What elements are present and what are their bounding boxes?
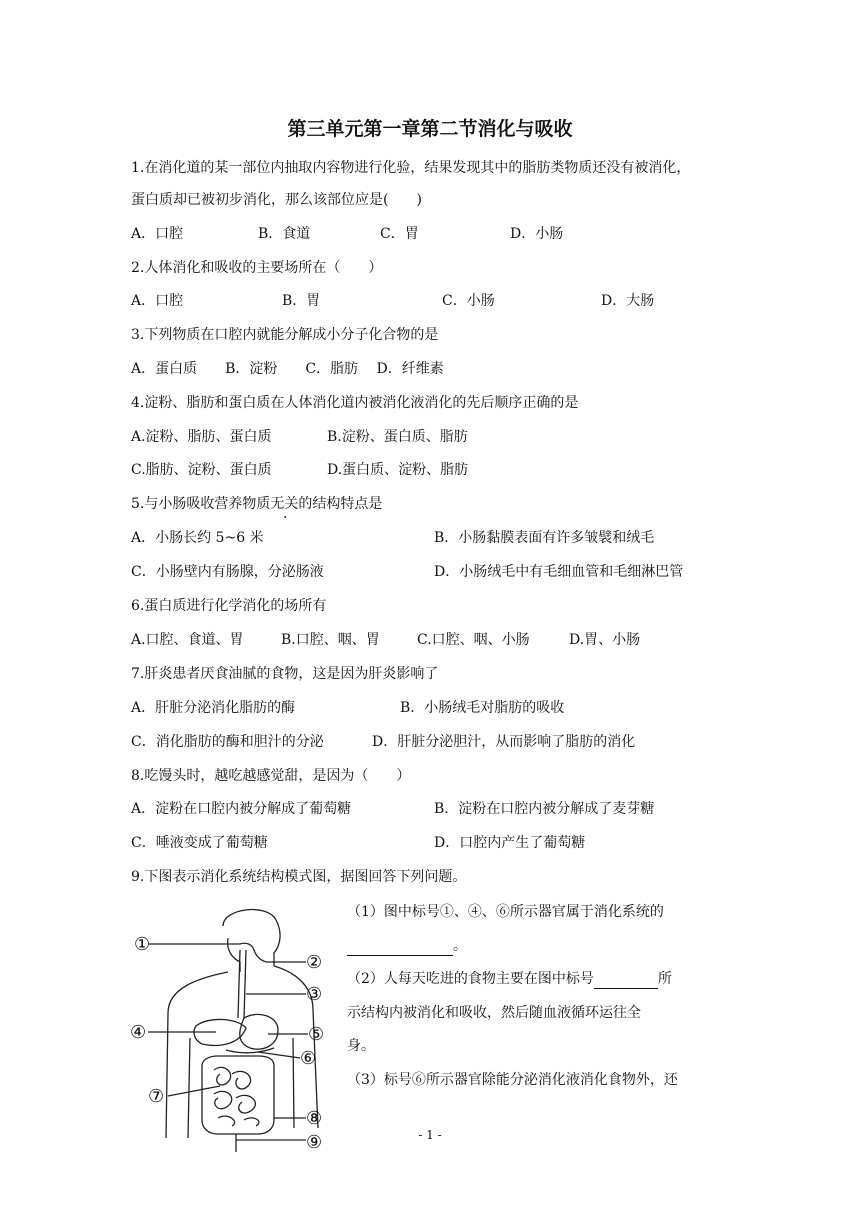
diagram-label-6: ⑥ [300,1048,317,1069]
esophagus [238,950,246,1018]
q1-stem-line2: 蛋白质却已被初步消化，那么该部位应是( ) [131,192,422,208]
q2-option-b: B．胃 [282,293,321,309]
q5-option-a: A．小肠长约 5~6 米 [131,530,264,546]
q9-part2-line1 [347,969,672,989]
q5-stem [131,494,382,514]
q5-option-c: C．小肠壁内有肠腺，分泌肠液 [131,564,324,580]
q6-option-d: D.胃、小肠 [569,632,641,648]
q4-option-c: C.脂肪、淀粉、蛋白质 [131,462,272,478]
q7-stem: 7.肝炎患者厌食油腻的食物，这是因为肝炎影响了 [131,666,439,682]
q4-option-b: B.淀粉、蛋白质、脂肪 [327,429,468,445]
q9-part2-answer-blank[interactable] [594,972,658,989]
q5-stem-pre: 5.与小肠吸收营养物质 [131,496,271,512]
q2-option-a: A．口腔 [131,293,184,309]
q6-option-c: C.口腔、咽、小肠 [417,632,530,648]
diagram-label-8: ⑧ [306,1108,323,1129]
q7-option-d: D．肝脏分泌胆汁，从而影响了脂肪的消化 [372,734,636,750]
diagram-label-2: ② [306,952,323,973]
head-outline [223,910,280,966]
q3-options: A．蛋白质 B．淀粉 C．脂肪 D．纤维素 [131,361,444,377]
q4-option-d: D.蛋白质、淀粉、脂肪 [327,462,469,478]
diagram-label-7: ⑦ [148,1086,165,1107]
stomach [240,1014,278,1049]
q8-option-b: B．淀粉在口腔内被分解成了麦芽糖 [434,801,655,817]
q9-part3-line1: （3）标号⑥所示器官除能分泌消化液消化食物外，还 [347,1072,678,1088]
q8-option-d: D．口腔内产生了葡萄糖 [434,835,586,851]
q1-option-b: B．食道 [258,226,311,242]
q6-stem: 6.蛋白质进行化学消化的场所有 [131,598,327,614]
q9-part2-line2: 示结构内被消化和吸收，然后随血液循环运往全 [347,1005,641,1021]
q9-part1-end: 。 [453,938,467,954]
q5-stem-emphasis: 无关 [270,496,299,512]
q3-stem: 3.下列物质在口腔内就能分解成小分子化合物的是 [131,327,439,343]
neck-outline [228,938,240,972]
q2-option-c: C．小肠 [442,293,495,309]
q8-option-c: C．唾液变成了葡萄糖 [131,835,268,851]
q7-option-c: C．消化脂肪的酶和胆汁的分泌 [131,734,324,750]
torso-outline-right [168,966,318,1128]
q4-stem: 4.淀粉、脂肪和蛋白质在人体消化道内被消化液消化的先后顺序正确的是 [131,395,579,411]
q9-part2-line3: 身。 [347,1038,375,1054]
q1-option-a: A．口腔 [131,226,184,242]
q7-option-a: A．肝脏分泌消化脂肪的酶 [131,700,296,716]
large-intestine [202,1056,274,1134]
q2-stem: 2.人体消化和吸收的主要场所在（ ） [131,260,383,276]
q5-option-b: B．小肠黏膜表面有许多皱襞和绒毛 [434,530,655,546]
q9-part2-text: （2）人每天吃进的食物主要在图中标号 [347,971,594,987]
diagram-label-1: ① [134,934,151,955]
q9-part1-line1: （1）图中标号①、④、⑥所示器官属于消化系统的 [347,904,664,920]
q6-option-b: B.口腔、咽、胃 [281,632,380,648]
q9-part1-answer-blank[interactable] [347,939,453,956]
q9-part2-suffix: 所 [657,971,672,987]
diagram-label-9: ⑨ [306,1132,323,1153]
q9-stem: 9.下图表示消化系统结构模式图，据图回答下列问题。 [131,869,467,885]
q2-option-d: D．大肠 [601,293,655,309]
page-number: - 1 - [418,1128,442,1142]
q1-stem-line1: 1.在消化道的某一部位内抽取内容物进行化验，结果发现其中的脂肪类物质还没有被消化， [131,160,691,176]
q4-option-a: A.淀粉、脂肪、蛋白质 [131,429,272,445]
oral-cavity [240,943,266,962]
q5-stem-post: 的结构特点是 [298,496,383,512]
q7-option-b: B．小肠绒毛对脂肪的吸收 [400,700,565,716]
q6-option-a: A.口腔、食道、胃 [131,632,244,648]
page-title: 第三单元第一章第二节消化与吸收 [287,118,573,140]
leader-7 [168,1086,220,1096]
q1-option-d: D．小肠 [510,226,564,242]
q9-part1-line2 [347,936,467,956]
q5-option-d: D．小肠绒毛中有毛细血管和毛细淋巴管 [434,564,684,580]
small-intestine [214,1067,259,1126]
diagram-label-3: ③ [306,984,323,1005]
pancreas [226,1048,274,1053]
q8-stem: 8.吃馒头时，越吃越感觉甜，是因为（ ） [131,768,411,784]
q1-option-c: C．胃 [380,226,419,242]
digestive-system-diagram [128,898,328,1158]
diagram-label-5: ⑤ [308,1024,325,1045]
q8-option-a: A．淀粉在口腔内被分解成了葡萄糖 [131,801,352,817]
diagram-label-4: ④ [130,1022,147,1043]
